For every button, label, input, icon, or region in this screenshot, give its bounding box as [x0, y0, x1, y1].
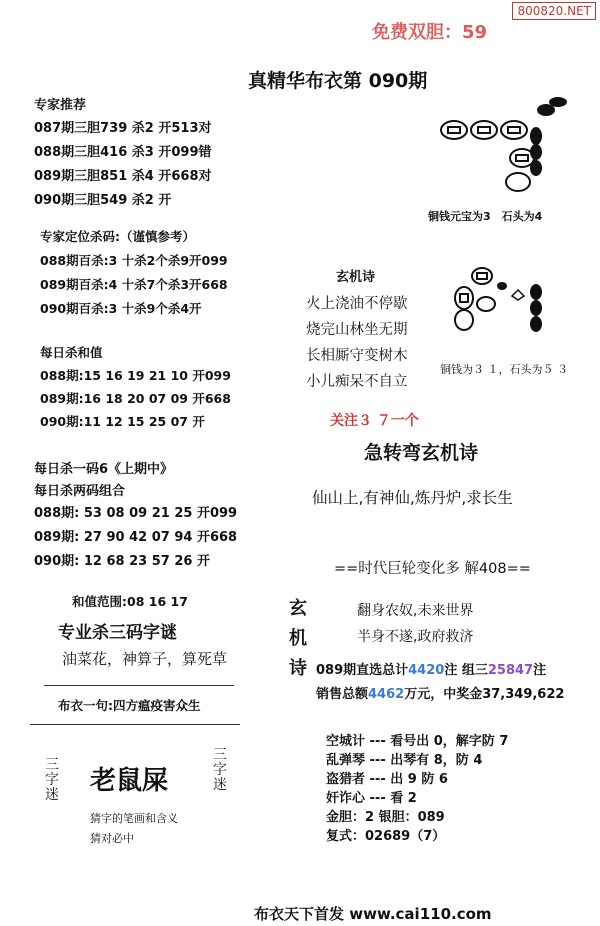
- xuan-ji-shi-line: 翻身农奴,未来世界: [357, 603, 474, 619]
- daily-sum-heading: 每日杀和值: [40, 345, 103, 360]
- xuanji-line: 烧完山林坐无期: [306, 322, 408, 338]
- riddle-left-label: 三 字 迷: [45, 757, 59, 803]
- daily-kill-subheading: 每日杀两码组合: [34, 484, 126, 499]
- tip-line: 乱弹琴 --- 出琴有 8，防 4: [326, 753, 483, 768]
- riddle-note: 猜对必中: [90, 832, 134, 845]
- free-double-banner: 免费双胆：59: [372, 22, 488, 43]
- coin2-caption: 铜钱为３ １，石头为５ ３: [440, 363, 568, 376]
- coin1-caption: 铜钱元宝为3 石头为4: [428, 210, 543, 223]
- xuanji-line: 火上浇油不停歇: [306, 296, 408, 312]
- page-title: 真精华布衣第 090期: [248, 70, 428, 92]
- sharp-turn-text: 仙山上,有神仙,炼丹炉,求长生: [312, 489, 513, 507]
- xuanji-heading: 玄机诗: [336, 270, 376, 285]
- divider: [30, 724, 240, 725]
- tip-line: 复式：02689（7）: [326, 829, 446, 844]
- kill3-text: 油菜花，神算子，算死草: [62, 650, 228, 668]
- position-kill-line: 089期百杀:4 十杀7个杀3开668: [40, 277, 228, 292]
- daily-kill-line: 090期: 12 68 23 57 26 开: [34, 554, 210, 569]
- one-liner: 布衣一句:四方瘟疫害众生: [58, 698, 201, 713]
- daily-sum-line: 088期:15 16 19 21 10 开099: [40, 368, 231, 383]
- stats-line-1: 089期直选总计4420注 组三25847注: [316, 663, 547, 678]
- daily-kill-line: 089期: 27 90 42 07 94 开668: [34, 530, 238, 545]
- xuan-ji-shi-vertical: 玄 机 诗: [289, 598, 307, 679]
- footer: 布衣天下首发 www.cai110.com: [254, 905, 492, 923]
- expert-heading: 专家推荐: [34, 98, 87, 113]
- tip-line: 空城计 --- 看号出 0，解字防 7: [326, 734, 509, 749]
- coin-pattern-icon: [452, 262, 562, 338]
- sum-range: 和值范围:08 16 17: [72, 594, 188, 609]
- expert-line: 090期三胆549 杀2 开: [34, 193, 172, 208]
- divider: [44, 685, 234, 686]
- stats-line-2: 销售总额4462万元，中奖金37,349,622: [316, 687, 565, 702]
- xuan-ji-shi-line: 半身不遂,政府救济: [357, 629, 474, 645]
- tip-line: 盗猎者 --- 出 9 防 6: [326, 772, 448, 787]
- era-line: ==时代巨轮变化多 解408==: [334, 561, 531, 577]
- focus-note: 关注３ ７一个: [330, 413, 419, 429]
- xuanji-line: 小儿痴呆不自立: [306, 374, 408, 390]
- riddle-word: 老鼠屎: [90, 766, 169, 796]
- daily-sum-line: 089期:16 18 20 07 09 开668: [40, 391, 231, 406]
- site-badge: 800820.NET: [512, 2, 596, 20]
- daily-kill-line: 088期: 53 08 09 21 25 开099: [34, 506, 238, 521]
- daily-kill-heading: 每日杀一码6《上期中》: [34, 462, 174, 477]
- position-kill-heading: 专家定位杀码:（谨慎参考）: [40, 229, 195, 244]
- position-kill-line: 090期百杀:3 十杀9个杀4开: [40, 301, 202, 316]
- expert-line: 088期三胆416 杀3 开099错: [34, 145, 212, 160]
- kill3-heading: 专业杀三码字谜: [58, 623, 177, 643]
- xuanji-line: 长相厮守变树木: [306, 348, 408, 364]
- position-kill-line: 088期百杀:3 十杀2个杀9开099: [40, 253, 228, 268]
- coin-pattern-icon: [438, 96, 588, 196]
- expert-line: 087期三胆739 杀2 开513对: [34, 121, 212, 136]
- expert-line: 089期三胆851 杀4 开668对: [34, 169, 212, 184]
- riddle-right-label: 三 字 迷: [213, 747, 227, 793]
- riddle-note: 猜字的笔画和含义: [90, 812, 178, 825]
- tip-line: 金胆：2 银胆：089: [326, 810, 445, 825]
- daily-sum-line: 090期:11 12 15 25 07 开: [40, 414, 205, 429]
- tip-line: 奸诈心 --- 看 2: [326, 791, 417, 806]
- sharp-turn-heading: 急转弯玄机诗: [364, 442, 479, 464]
